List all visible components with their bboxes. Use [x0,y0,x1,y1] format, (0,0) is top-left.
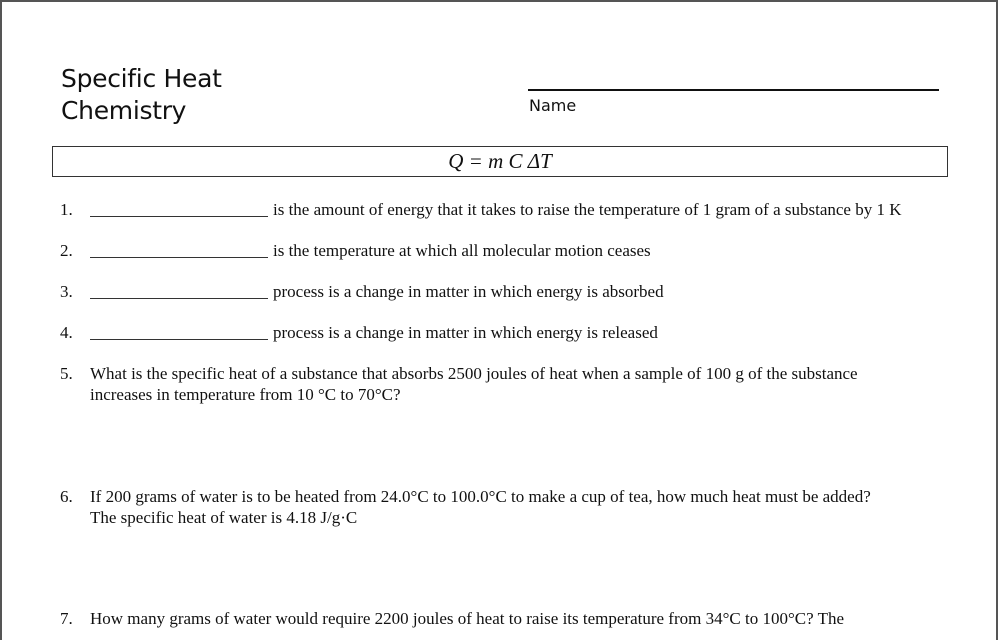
answer-blank[interactable] [90,242,268,258]
question-text [90,486,930,528]
question-number: 5. [60,364,73,383]
name-field[interactable] [528,89,939,91]
question-text-line-1: If 200 grams of water is to be heated from 24.0°C to 100.0°C to make a cup of tea, how much heat must be added? [90,487,871,506]
question-text-line-1: How many grams of water would require 2200 joules of heat to raise its temperature from 34°C to 100°C? The [90,609,845,628]
title-line-2: Chemistry [61,96,187,125]
worksheet-title [61,63,222,127]
title-line-1: Specific Heat [61,64,222,93]
question-text-line-2: increases in temperature from 10 °C to 70°C? [90,385,401,404]
question-text [90,608,930,629]
question-text-line-2: The specific heat of water is 4.18 J/g·C [90,508,358,527]
question-text-line-1: What is the specific heat of a substance that absorbs 2500 joules of heat when a sample of 100 g of the substance [90,364,858,383]
formula-box [52,146,948,177]
question-text [90,363,930,405]
question-text: is the temperature at which all molecular motion ceases [273,241,651,260]
question-text: process is a change in matter in which energy is released [273,323,658,342]
question-text: is the amount of energy that it takes to raise the temperature of 1 gram of a substance by 1 K [273,200,902,219]
question-number: 3. [60,282,73,301]
formula: Q = m C ΔT [448,149,552,173]
question-number: 6. [60,487,73,506]
question-number: 1. [60,200,73,219]
name-label: Name [529,96,577,115]
question-number: 7. [60,609,73,628]
answer-blank[interactable] [90,201,268,217]
answer-blank[interactable] [90,324,268,340]
question-text: process is a change in matter in which energy is absorbed [273,282,664,301]
question-number: 2. [60,241,73,260]
answer-blank[interactable] [90,283,268,299]
question-number: 4. [60,323,73,342]
